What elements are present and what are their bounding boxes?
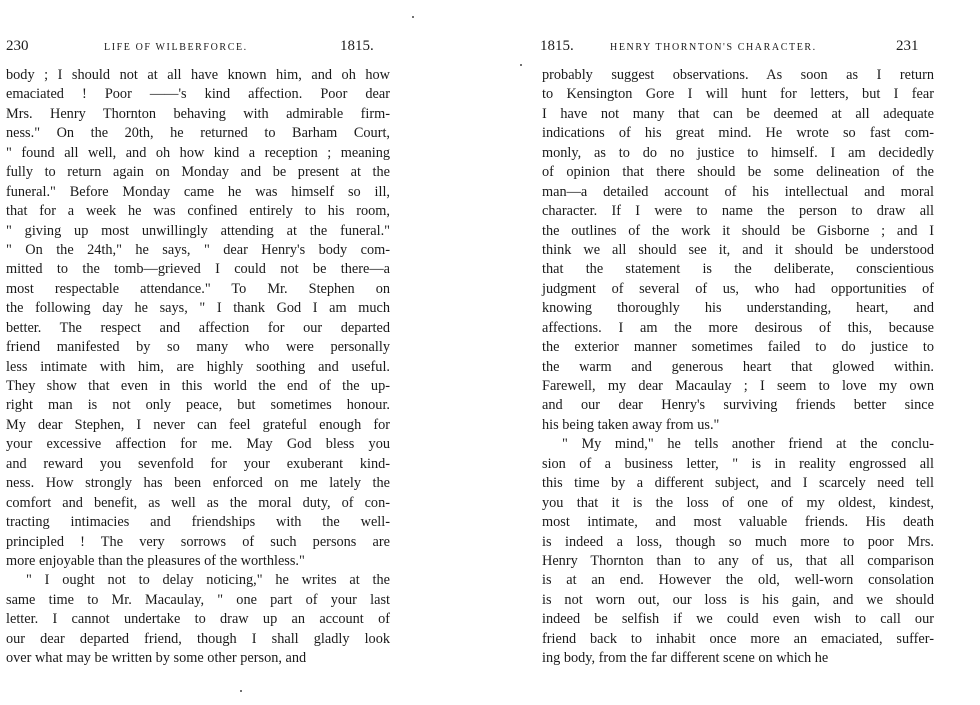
text-line: our dear departed friend, though I shall gladly look [6, 630, 390, 647]
text-line: this time by a different subject, and I scarcely need tell [542, 475, 934, 492]
text-line: comfort and benefit, as well as the moral duty, of con- [6, 494, 390, 511]
text-line: more enjoyable than the pleasures of the worthless." [6, 552, 305, 569]
text-line: man—a detailed account of his intellectual and moral [542, 183, 934, 200]
text-line: and our dear Henry's surviving friends better since [542, 397, 934, 414]
text-line: think we all should see it, and it should be understood [542, 241, 934, 258]
text-line: same time to Mr. Macaulay, " one part of your last [6, 591, 390, 608]
text-line: Farewell, my dear Macaulay ; I seem to love my own [542, 378, 934, 394]
left-page-number: 230 [6, 38, 29, 54]
text-line: ness." On the 20th, he returned to Barham Court, [6, 125, 390, 142]
right-body-text [542, 66, 934, 669]
text-line: is indeed a loss, though so much more to poor Mrs. [542, 533, 934, 550]
left-running-head [104, 38, 248, 55]
text-line: to Kensington Gore I will hunt for letters, but I fear [542, 86, 934, 103]
left-body-text [6, 66, 390, 669]
text-line: indications of his great mind. He wrote so fast com- [542, 125, 934, 142]
text-line: that for a week he was confined entirely to his room, [6, 203, 390, 220]
scan-speck [412, 16, 414, 18]
text-line: tracting intimacies and friendships with the well- [6, 514, 390, 531]
right-page [510, 0, 980, 705]
text-line: that the statement is the deliberate, conscientious [542, 261, 934, 278]
text-line: the outlines of the work it should be Gisborne ; and I [542, 222, 934, 239]
text-line: character. If I were to name the person to draw all [542, 203, 934, 220]
text-line: " My mind," he tells another friend at the conclu- [562, 436, 934, 453]
text-line: is at an end. However the old, well-worn consolation [542, 572, 934, 589]
text-line: probably suggest observations. As soon as I return [542, 67, 934, 83]
text-line: friend manifested by so many who were personally [6, 339, 390, 356]
text-line: principled ! The very sorrows of such persons are [6, 533, 390, 550]
text-line: the exterior manner sometimes failed to do justice to [542, 339, 934, 356]
text-line: fully to return again on Monday and be present at the [6, 164, 390, 181]
text-line: indeed be selfish if we could even wish to call our [542, 611, 934, 628]
right-running-head [610, 38, 817, 55]
text-line: the following day he says, " I thank God I am much [6, 300, 390, 317]
text-line: friend back to inhabit once more an emaciated, suffer- [542, 630, 934, 647]
text-line: right man is not only peace, but sometimes honour. [6, 397, 390, 414]
text-line: monly, as to do no justice to himself. I am decidedly [542, 144, 934, 161]
text-line: " On the 24th," he says, " dear Henry's body com- [6, 241, 390, 258]
text-line: and reward you sevenfold for your exuberant kind- [6, 455, 390, 472]
text-line: ing body, from the far different scene on which he [542, 650, 829, 667]
text-line: " giving up most unwillingly attending at the funeral." [6, 222, 390, 239]
text-line: is not worn out, our loss is his gain, and we should [542, 591, 934, 608]
right-running-head-text: HENRY THORNTON'S CHARACTER. [610, 42, 817, 53]
right-page-number: 231 [896, 38, 919, 54]
scan-speck [520, 64, 522, 66]
text-line: letter. I cannot undertake to draw up an account of [6, 611, 390, 628]
text-line: over what may be written by some other person, and [6, 650, 307, 667]
text-line: " I ought not to delay noticing," he writes at the [26, 572, 390, 589]
text-line: They show that even in this world the end of the up- [6, 378, 390, 394]
text-line: the warm and generous heart that glowed within. [542, 358, 934, 375]
text-line: body ; I should not at all have known him, and oh how [6, 67, 390, 83]
text-line: affections. I am the more desirous of this, because [542, 319, 934, 336]
left-year: 1815. [340, 38, 374, 54]
right-year: 1815. [540, 38, 574, 54]
text-line: Henry Thornton than to any of us, that all comparison [542, 552, 934, 569]
text-line: I have not many that can be deemed at all adequate [542, 105, 934, 122]
text-line: " found all well, and oh how kind a reception ; meaning [6, 144, 390, 161]
text-line: better. The respect and affection for our departed [6, 319, 390, 336]
text-line: Mrs. Henry Thornton behaving with admirable firm- [6, 105, 390, 122]
text-line: sion of a business letter, " is in reality engrossed all [542, 455, 934, 472]
text-line: emaciated ! Poor ——'s kind affection. Poor dear [6, 86, 390, 103]
text-line: funeral." Before Monday came he was himself so ill, [6, 183, 390, 200]
text-line: knowing thoroughly his understanding, heart, and [542, 300, 934, 317]
left-running-head-text: LIFE OF WILBERFORCE. [104, 42, 248, 53]
text-line: his being taken away from us." [542, 416, 720, 433]
text-line: mitted to the tomb—grieved I could not be there—a [6, 261, 390, 278]
text-line: ness. How strongly has been enforced on me lately the [6, 475, 390, 492]
text-line: less intimate with him, are highly soothing and useful. [6, 358, 390, 375]
text-line: most respectable attendance." To Mr. Stephen on [6, 280, 390, 297]
scan-speck [240, 690, 242, 692]
text-line: My dear Stephen, I never can feel grateful enough for [6, 416, 390, 433]
text-line: most intimate, and most valuable friends. His death [542, 514, 934, 531]
text-line: judgment of several of us, who had opportunities of [542, 280, 934, 297]
text-line: your excessive affection for me. May God bless you [6, 436, 390, 453]
text-line: of opinion that there should be some delineation of the [542, 164, 934, 181]
text-line: you that it is the loss of one of my oldest, kindest, [542, 494, 934, 511]
